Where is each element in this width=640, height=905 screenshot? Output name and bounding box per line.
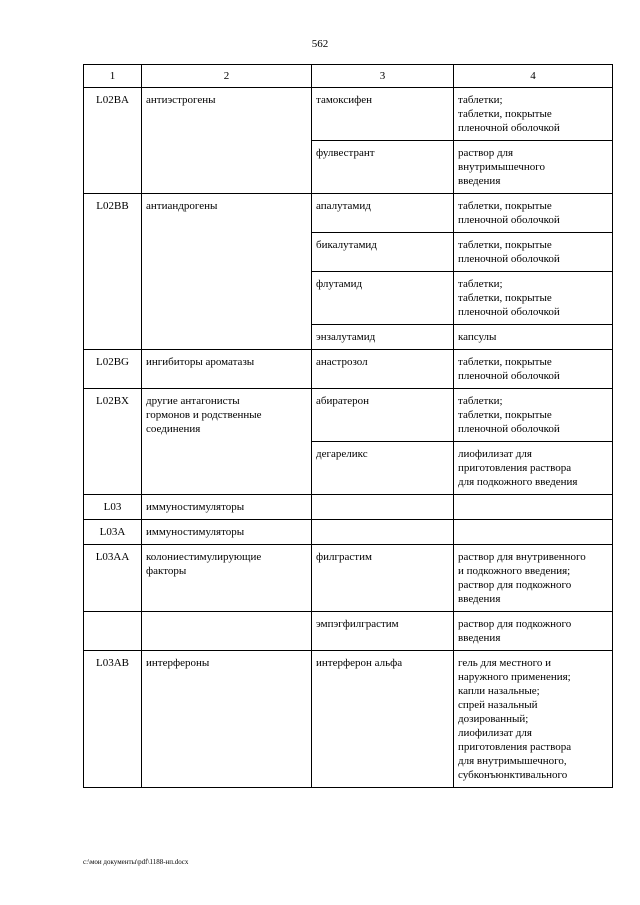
drug-name: апалутамид: [312, 194, 454, 233]
group-name: антиандрогены: [142, 194, 312, 233]
atc-code: L03AA: [84, 545, 142, 612]
atc-code: L02BB: [84, 194, 142, 233]
drug-name: фулвестрант: [312, 141, 454, 194]
table-row: [84, 651, 613, 788]
drug-name: энзалутамид: [312, 325, 454, 350]
table-row: [84, 194, 613, 233]
dosage-form: раствор для внутривенного и подкожного введения; раствор для подкожного введения: [454, 545, 613, 612]
atc-code: L03: [84, 495, 142, 520]
group-name: ингибиторы ароматазы: [142, 350, 312, 389]
drug-name: флутамид: [312, 272, 454, 325]
dosage-form: гель для местного и наружного применения; капли назальные; спрей назальный дозированный; лиофилизат для приготовления раствора для внутримышечного, субконъюнктивального: [454, 651, 613, 788]
page-number: 562: [311, 38, 329, 50]
drug-name: абиратерон: [312, 389, 454, 442]
dosage-form: таблетки; таблетки, покрытые пленочной оболочкой: [454, 88, 613, 141]
table-row: [84, 389, 613, 442]
group-name: иммуностимуляторы: [142, 520, 312, 545]
atc-code: L02BA: [84, 88, 142, 141]
table-row: [84, 545, 613, 612]
drug-name: тамоксифен: [312, 88, 454, 141]
header-col-3: 3: [312, 65, 454, 88]
table-row: [84, 88, 613, 141]
group-name: колониестимулирующие факторы: [142, 545, 312, 612]
table-row: [84, 442, 613, 495]
footer-file-path: c:\мои документы\pdf\1188-нп.docx: [83, 858, 189, 866]
drug-name: интерферон альфа: [312, 651, 454, 788]
header-col-2: 2: [142, 65, 312, 88]
atc-code: L03AB: [84, 651, 142, 788]
table-row: [84, 141, 613, 194]
group-name: другие антагонисты гормонов и родственные соединения: [142, 389, 312, 442]
group-name: антиэстрогены: [142, 88, 312, 141]
header-col-4: 4: [454, 65, 613, 88]
drug-name: эмпэгфилграстим: [312, 612, 454, 651]
atc-code: L02BG: [84, 350, 142, 389]
table-row: [84, 495, 613, 520]
drug-name: анастрозол: [312, 350, 454, 389]
dosage-form: раствор для подкожного введения: [454, 612, 613, 651]
atc-code: L03A: [84, 520, 142, 545]
dosage-form: лиофилизат для приготовления раствора для подкожного введения: [454, 442, 613, 495]
table-row: [84, 233, 613, 272]
dosage-form: таблетки, покрытые пленочной оболочкой: [454, 350, 613, 389]
table-row: [84, 325, 613, 350]
table-row: [84, 520, 613, 545]
atc-code: L02BX: [84, 389, 142, 442]
dosage-form: капсулы: [454, 325, 613, 350]
drug-name: филграстим: [312, 545, 454, 612]
dosage-form: таблетки; таблетки, покрытые пленочной оболочкой: [454, 389, 613, 442]
dosage-form: таблетки, покрытые пленочной оболочкой: [454, 233, 613, 272]
header-col-1: 1: [84, 65, 142, 88]
group-name: иммуностимуляторы: [142, 495, 312, 520]
table-header-row: [84, 65, 613, 88]
table-row: [84, 272, 613, 325]
dosage-form: таблетки, покрытые пленочной оболочкой: [454, 194, 613, 233]
drug-name: бикалутамид: [312, 233, 454, 272]
drug-name: дегареликс: [312, 442, 454, 495]
dosage-form: таблетки; таблетки, покрытые пленочной оболочкой: [454, 272, 613, 325]
table-row: [84, 350, 613, 389]
dosage-form: раствор для внутримышечного введения: [454, 141, 613, 194]
group-name: интерфероны: [142, 651, 312, 788]
table-row: [84, 612, 613, 651]
drug-table: [83, 64, 613, 788]
